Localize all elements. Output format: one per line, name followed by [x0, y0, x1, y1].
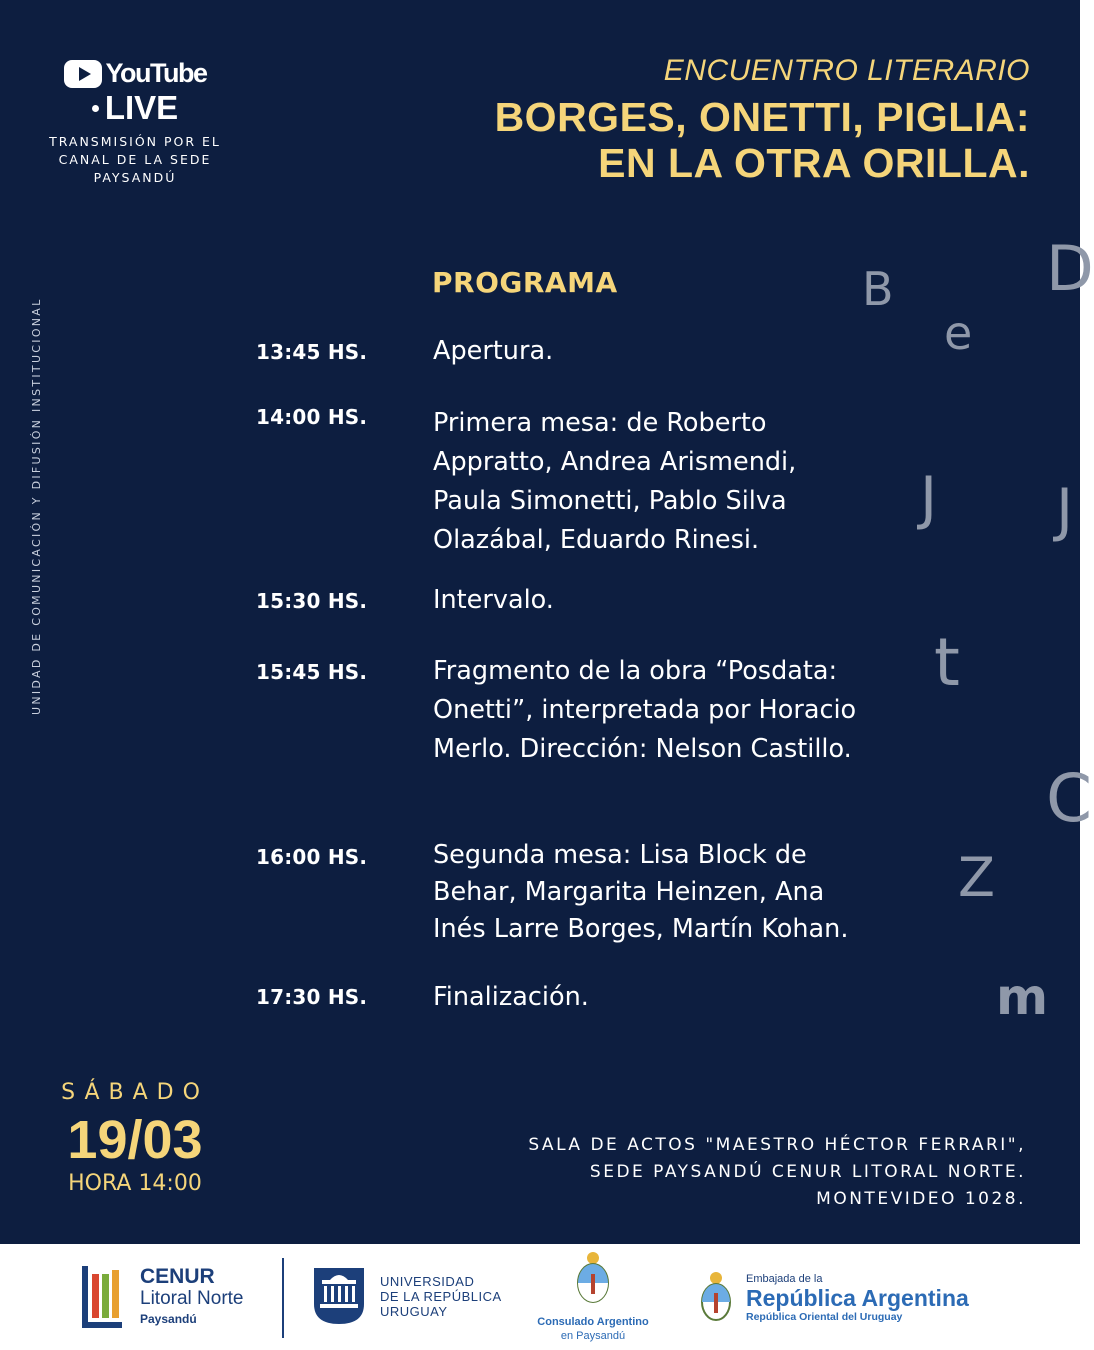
embajada-country: República Argentina: [746, 1285, 969, 1311]
cenur-site: Paysandú: [140, 1312, 197, 1326]
event-hour: HORA 14:00: [68, 1171, 202, 1196]
stream-note-line: CANAL DE LA SEDE: [58, 152, 212, 167]
decor-letter: m: [996, 968, 1049, 1026]
event-eyebrow: ENCUENTRO LITERARIO: [663, 54, 1030, 87]
event-title-line: BORGES, ONETTI, PIGLIA:: [494, 94, 1030, 140]
udelar-logo: [312, 1266, 502, 1326]
live-dot-icon: [92, 105, 99, 112]
event-date-block: [55, 1080, 215, 1196]
venue-line: MONTEVIDEO 1028.: [816, 1189, 1026, 1209]
stream-note: [40, 133, 230, 187]
cenur-region: Litoral Norte: [140, 1288, 244, 1309]
udelar-text: [380, 1274, 502, 1319]
cenur-text: [140, 1266, 244, 1328]
event-date: 19/03: [67, 1110, 203, 1170]
cenur-name: CENUR: [140, 1265, 215, 1288]
stream-note-line: TRANSMISIÓN POR EL: [49, 134, 221, 149]
program-text: Segunda mesa: Lisa Block de Behar, Margarita Heinzen, Ana Inés Larre Borges, Martín Kohan.: [433, 840, 849, 944]
udelar-building-icon: [312, 1266, 366, 1326]
program-time: 14:00 HS.: [256, 405, 368, 429]
program-time: 15:30 HS.: [256, 589, 368, 613]
youtube-live-block: [40, 58, 230, 187]
venue-line: SEDE PAYSANDÚ CENUR LITORAL NORTE.: [589, 1162, 1026, 1182]
live-text: LIVE: [104, 89, 179, 126]
youtube-wordmark: YouTube: [105, 58, 207, 88]
decor-letter: Z: [958, 846, 995, 909]
venue-line: SALA DE ACTOS "MAESTRO HÉCTOR FERRARI",: [528, 1135, 1026, 1155]
udelar-line: URUGUAY: [380, 1303, 448, 1319]
venue-address: [528, 1132, 1026, 1213]
embajada-text: [746, 1273, 969, 1323]
youtube-play-icon: [64, 60, 102, 88]
program-time: 15:45 HS.: [256, 660, 368, 684]
decor-letter: C: [1046, 760, 1093, 837]
program-time: 16:00 HS.: [256, 845, 368, 869]
embajada-line: República Oriental del Uruguay: [746, 1311, 903, 1323]
argentina-coat-of-arms-icon: [574, 1250, 612, 1308]
live-label: [40, 89, 230, 127]
udelar-line: DE LA REPÚBLICA: [380, 1288, 502, 1304]
institution-side-text: UNIDAD DE COMUNICACIÓN Y DIFUSIÓN INSTITUCIONAL: [30, 297, 43, 715]
stream-note-line: PAYSANDÚ: [93, 170, 177, 185]
sponsor-footer: [0, 1244, 1080, 1350]
program-time: 13:45 HS.: [256, 340, 368, 364]
decor-letter: t: [934, 624, 960, 701]
program-text: Fragmento de la obra “Posdata: Onetti”, interpretada por Horacio Merlo. Dirección: Nelson Castillo.: [433, 656, 857, 764]
decor-letter: J: [920, 464, 938, 532]
argentina-coat-of-arms-icon: [698, 1270, 734, 1326]
consulado-name: Consulado Argentino: [537, 1316, 649, 1328]
program-text: Primera mesa: de Roberto Appratto, Andrea Arismendi, Paula Simonetti, Pablo Silva Olazábal, Eduardo Rinesi.: [433, 408, 797, 555]
program-time: 17:30 HS.: [256, 985, 368, 1009]
program-text: Finalización.: [433, 982, 589, 1012]
event-day: SÁBADO: [61, 1080, 209, 1105]
program-heading: PROGRAMA: [432, 266, 618, 299]
cenur-logo: [80, 1262, 244, 1332]
embajada-logo: [698, 1270, 969, 1326]
consulado-place: en Paysandú: [560, 1330, 626, 1342]
youtube-logo: [40, 58, 230, 89]
decor-letter: e: [944, 306, 973, 360]
udelar-line: UNIVERSIDAD: [380, 1273, 475, 1289]
program-text: Apertura.: [433, 336, 554, 366]
event-title-block: [495, 54, 1030, 186]
program-text: Intervalo.: [433, 585, 554, 615]
decor-letter: D: [1046, 232, 1094, 305]
decor-letter: B: [862, 262, 894, 316]
event-title-line: EN LA OTRA ORILLA.: [598, 140, 1030, 186]
embajada-line: Embajada de la: [746, 1273, 823, 1285]
decor-letter: J: [1056, 476, 1074, 544]
consulado-logo: [528, 1250, 658, 1342]
footer-divider: [282, 1258, 284, 1338]
event-title: [495, 94, 1030, 186]
cenur-emblem-icon: [80, 1262, 126, 1332]
